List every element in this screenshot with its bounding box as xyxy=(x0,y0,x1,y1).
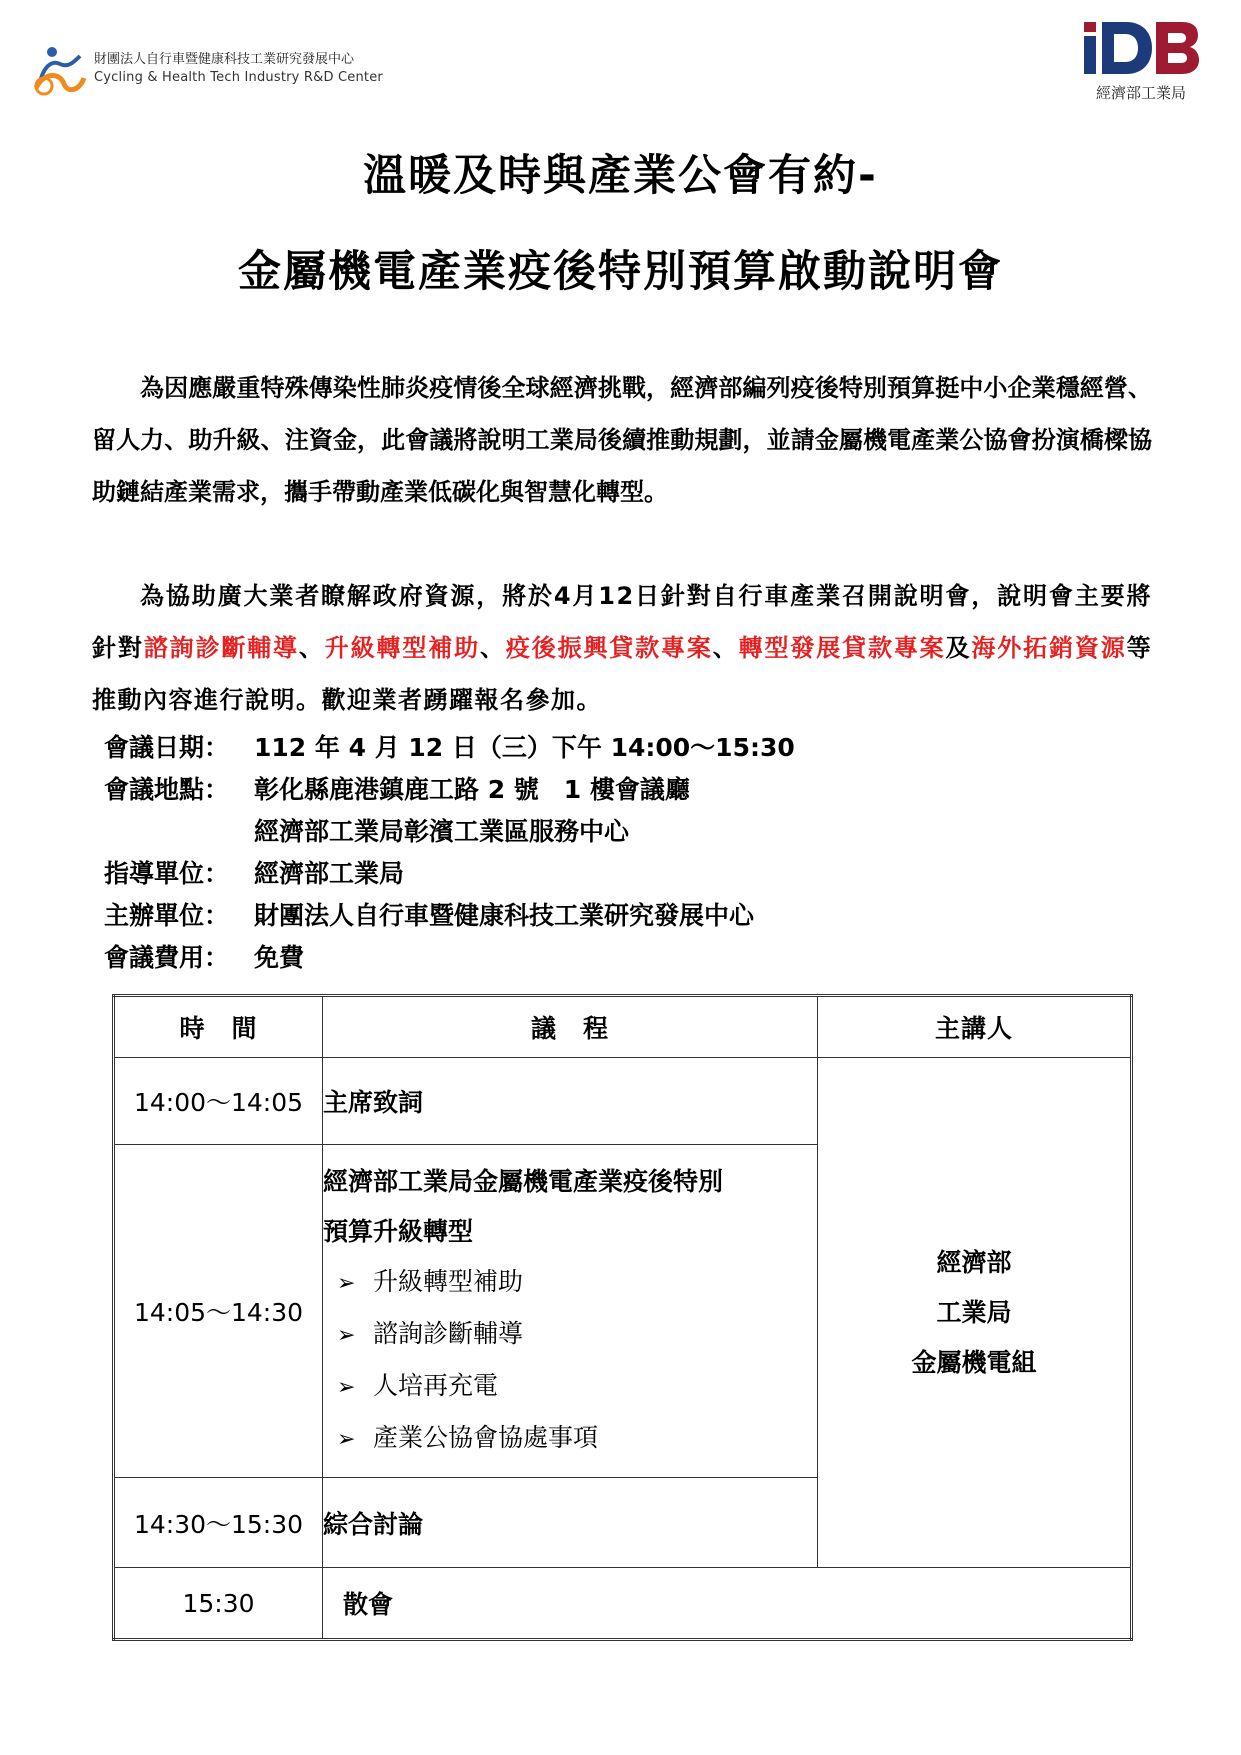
idb-logo-icon xyxy=(1082,18,1200,78)
bullet-text: 升級轉型補助 xyxy=(373,1267,524,1296)
intro-text: 及 xyxy=(945,634,972,662)
idb-logo xyxy=(1058,18,1208,108)
speaker-line: 經濟部 xyxy=(936,1247,1012,1277)
info-label: 會議費用： xyxy=(104,943,230,972)
list-item xyxy=(337,1413,817,1465)
list-item xyxy=(337,1309,817,1361)
table-header-row xyxy=(114,996,1132,1058)
list-item xyxy=(337,1257,817,1309)
highlight-recovery-loan: 疫後振興貸款專案 xyxy=(505,634,713,662)
info-value: 財團法人自行車暨健康科技工業研究發展中心 xyxy=(254,901,755,930)
intro-text: 為協助廣大業者瞭解政府資源，將於4月12日針對自行車產業召開說明會，說明會主要將針對 xyxy=(92,582,1152,662)
separator: 、 xyxy=(479,634,506,662)
page-title-line2: 金屬機電產業疫後特別預算啟動說明會 xyxy=(238,247,1003,297)
agenda-subtitle: 經濟部工業局金屬機電產業疫後特別 xyxy=(323,1167,724,1196)
org-name-en: Cycling & Health Tech Industry R&D Center xyxy=(94,70,383,85)
table-row xyxy=(114,1058,1132,1145)
list-item xyxy=(337,1361,817,1413)
row-agenda-item: 散會 xyxy=(323,1568,1132,1640)
info-value: 112 年 4 月 12 日（三）下午 14:00～15:30 xyxy=(254,733,795,762)
host-unit xyxy=(104,896,754,936)
info-value: 免費 xyxy=(254,943,305,972)
arrow-bullet-icon: ➢ xyxy=(337,1375,356,1400)
agenda-subtitle: 預算升級轉型 xyxy=(323,1217,474,1246)
agenda-table xyxy=(112,994,1133,1641)
info-label: 會議地點： xyxy=(104,775,230,804)
table-row xyxy=(114,1568,1132,1640)
separator: 、 xyxy=(298,634,325,662)
intro-paragraph-1: 為因應嚴重特殊傳染性肺炎疫情後全球經濟挑戰，經濟部編列疫後特別預算挺中小企業穩經營、留人力、助升級、注資金，此會議將說明工業局後續推動規劃，並請金屬機電產業公協會扮演橋樑協助鏈結產業需求，攜手帶動產業低碳化與智慧化轉型。 xyxy=(92,374,1152,506)
meeting-venue-line2: 經濟部工業局彰濱工業區服務中心 xyxy=(254,817,630,846)
speaker-cell xyxy=(818,1058,1132,1568)
meeting-date xyxy=(104,728,795,768)
idb-label: 經濟部工業局 xyxy=(1095,84,1186,102)
speaker-line: 金屬機電組 xyxy=(911,1347,1037,1377)
info-label: 主辦單位： xyxy=(104,901,230,930)
row-agenda-item xyxy=(323,1145,818,1478)
info-value: 經濟部工業局 xyxy=(254,859,405,888)
arrow-bullet-icon: ➢ xyxy=(337,1323,356,1348)
separator: 、 xyxy=(712,634,739,662)
bullet-text: 人培再充電 xyxy=(373,1371,499,1400)
header-time: 時 間 xyxy=(114,996,323,1058)
intro-paragraph-2 xyxy=(92,570,1152,726)
highlight-upgrade-subsidy: 升級轉型補助 xyxy=(324,634,480,662)
highlight-transformation-loan: 轉型發展貸款專案 xyxy=(738,634,946,662)
speaker-line: 工業局 xyxy=(936,1297,1012,1327)
meeting-venue xyxy=(104,770,690,810)
intro-text: 等推動內容進行說明。歡迎業者踴躍報名參加。 xyxy=(92,634,1153,714)
row-agenda-item: 主席致詞 xyxy=(323,1058,818,1145)
info-label: 指導單位： xyxy=(104,859,230,888)
arrow-bullet-icon: ➢ xyxy=(337,1427,356,1452)
cyclist-logo-icon xyxy=(30,42,88,98)
row-agenda-item: 綜合討論 xyxy=(323,1478,818,1568)
header-speaker: 主講人 xyxy=(818,996,1132,1058)
agenda-bullet-list xyxy=(323,1257,817,1465)
info-value: 彰化縣鹿港鎮鹿工路 2 號 1 樓會議廳 xyxy=(254,775,690,804)
guiding-unit xyxy=(104,854,404,894)
row-time: 15:30 xyxy=(114,1568,323,1640)
info-label: 會議日期： xyxy=(104,733,230,762)
bullet-text: 諮詢診斷輔導 xyxy=(373,1319,524,1348)
bullet-text: 產業公協會協處事項 xyxy=(373,1423,599,1452)
cycling-center-logo xyxy=(30,40,390,100)
header-agenda: 議 程 xyxy=(323,996,818,1058)
highlight-overseas-marketing: 海外拓銷資源 xyxy=(971,634,1127,662)
row-time: 14:00～14:05 xyxy=(114,1058,323,1145)
page-title-line1: 溫暖及時與產業公會有約- xyxy=(363,151,878,201)
arrow-bullet-icon: ➢ xyxy=(337,1271,356,1296)
row-time: 14:30～15:30 xyxy=(114,1478,323,1568)
meeting-fee xyxy=(104,938,304,978)
row-time: 14:05～14:30 xyxy=(114,1145,323,1478)
org-name-zh: 財團法人自行車暨健康科技工業研究發展中心 xyxy=(94,52,355,67)
highlight-consulting: 諮詢診斷輔導 xyxy=(143,634,299,662)
